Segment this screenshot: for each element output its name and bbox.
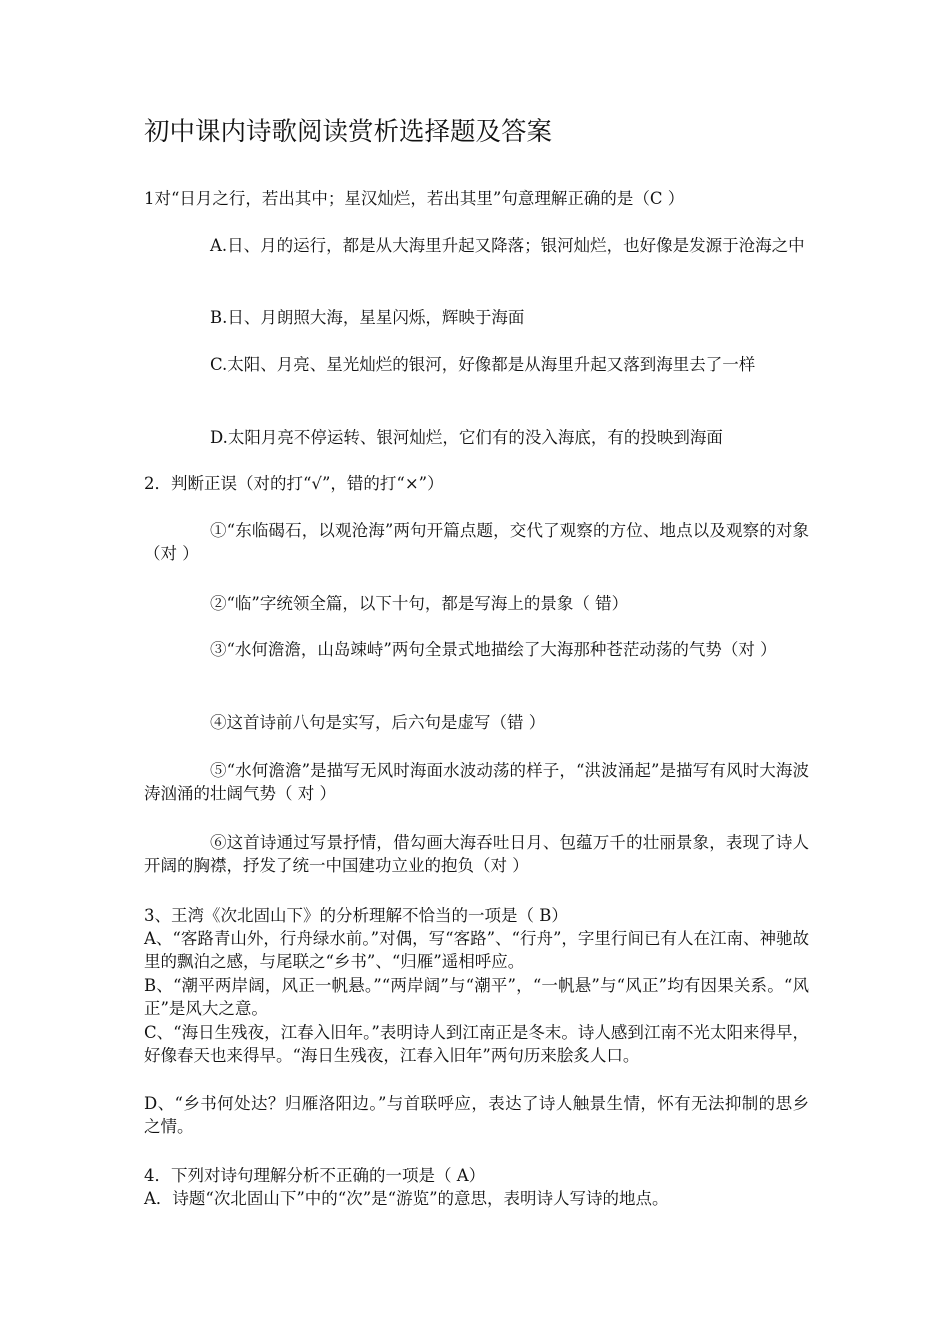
q1-option-c: C.太阳、月亮、星光灿烂的银河，好像都是从海里升起又落到海里去了一样 [210,355,756,374]
q2-item-5: ⑤“水何澹澹”是描写无风时海面水波动荡的样子，“洪波涌起”是描写有风时大海波涛汹涌的壮阔气势（ 对 ） [144,761,809,803]
q1-option-b: B.日、月朗照大海，星星闪烁，辉映于海面 [210,308,525,327]
q1-option-d: D.太阳月亮不停运转、银河灿烂，它们有的没入海底，有的投映到海面 [210,428,723,447]
q3-option-a: A、“客路青山外，行舟绿水前。”对偶，写“客路”、“行舟”，字里行间已有人在江南、神驰故里的飘泊之感，与尾联之“乡书”、“归雁”遥相呼应。 [144,929,809,971]
q3-stem: 3、王湾《次北固山下》的分析理解不恰当的一项是（ B） [144,906,568,925]
q1-stem: 1对“日月之行，若出其中；星汉灿烂，若出其里”句意理解正确的是（C ） [144,189,685,208]
document-title: 初中课内诗歌阅读赏析选择题及答案 [144,117,553,147]
q2-item-2: ②“临”字统领全篇，以下十句，都是写海上的景象（ 错） [210,594,629,613]
q3-option-b: B、“潮平两岸阔，风正一帆悬。”“两岸阔”与“潮平”，“一帆悬”与“风正”均有因果关系。“风正”是风大之意。 [144,976,809,1018]
q2-item-6: ⑥这首诗通过写景抒情，借勾画大海吞吐日月、包蕴万千的壮丽景象，表现了诗人开阔的胸襟，抒发了统一中国建功立业的抱负（对 ） [144,833,809,875]
q4-stem: 4．下列对诗句理解分析不正确的一项是（ A） [144,1166,486,1185]
q1-option-a: A.日、月的运行，都是从大海里升起又降落；银河灿烂，也好像是发源于沧海之中 [210,236,805,255]
q2-item-1: ①“东临碣石，以观沧海”两句开篇点题，交代了观察的方位、地点以及观察的对象（对 ） [144,521,809,563]
q2-item-4: ④这首诗前八句是实写，后六句是虚写（错 ） [210,713,546,732]
q4-option-a: A．诗题“次北固山下”中的“次”是“游览”的意思，表明诗人写诗的地点。 [144,1189,669,1208]
q2-stem: 2．判断正误（对的打“√”，错的打“×”） [144,474,444,493]
q3-option-c: C、“海日生残夜，江春入旧年。”表明诗人到江南正是冬末。诗人感到江南不光太阳来得早，好像春天也来得早。“海日生残夜，江春入旧年”两句历来脍炙人口。 [144,1023,809,1065]
q3-option-d: D、“乡书何处达？归雁洛阳边。”与首联呼应，表达了诗人触景生情，怀有无法抑制的思乡之情。 [144,1094,809,1136]
q2-item-3: ③“水何澹澹，山岛竦峙”两句全景式地描绘了大海那种苍茫动荡的气势（对 ） [210,640,777,659]
